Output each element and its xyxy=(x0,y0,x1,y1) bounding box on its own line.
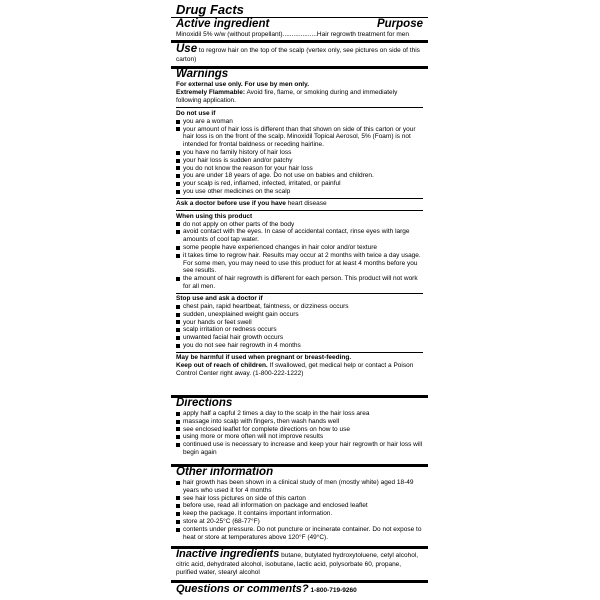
list-item: massage into scalp with fingers, then wash hands well xyxy=(176,418,423,426)
list-item: your amount of hair loss is different than that shown on side of this carton or your hair loss is on the front of the scalp. Minoxidil Topical Aerosol, 5% (Foam) is not intended for frontal baldness or receding hairline. xyxy=(176,126,423,149)
questions-heading: Questions or comments? xyxy=(176,583,309,595)
list-item: keep the package. It contains important information. xyxy=(176,510,423,518)
list-item: you do not see hair regrowth in 4 months xyxy=(176,342,423,350)
list-item: see hair loss pictures on side of this carton xyxy=(176,495,423,503)
list-item: you do not know the reason for your hair loss xyxy=(176,165,423,173)
inactive-ingredients-heading: Inactive ingredients xyxy=(176,548,280,560)
list-item: you have no family history of hair loss xyxy=(176,149,423,157)
warnings-section xyxy=(171,68,428,378)
keep-out-text xyxy=(176,362,423,378)
list-item: using more or more often will not improve results xyxy=(176,433,423,441)
list-item: you use other medicines on the scalp xyxy=(176,188,423,196)
use-section xyxy=(171,43,428,64)
divider xyxy=(176,198,423,199)
other-information-heading: Other information xyxy=(176,466,274,478)
directions-section xyxy=(171,397,428,457)
ask-doctor-text xyxy=(176,200,423,208)
drug-facts-title: Drug Facts xyxy=(176,2,244,17)
list-item: you are under 18 years of age. Do not use on babies and children. xyxy=(176,172,423,180)
flammable-text xyxy=(176,89,423,105)
list-item: store at 20-25°C (68-77°F) xyxy=(176,518,423,526)
list-item: avoid contact with the eyes. In case of accidental contact, rinse eyes with large amounts of cool tap water. xyxy=(176,228,423,244)
purpose-text: Hair regrowth treatment for men xyxy=(316,31,410,38)
external-use-text: For external use only. For use by men only. xyxy=(176,81,310,88)
other-information-section xyxy=(171,466,428,541)
active-ingredient-section xyxy=(171,18,428,39)
list-item: your hands or feet swell xyxy=(176,319,423,327)
use-body: to regrow hair on the top of the scalp (vertex only, see pictures on side of this carton) xyxy=(176,47,420,63)
divider xyxy=(176,293,423,294)
divider xyxy=(176,107,423,108)
keep-out-label: Keep out of reach of children. xyxy=(176,362,268,370)
when-using-heading: When using this product xyxy=(176,212,253,220)
list-item: before use, read all information on package and enclosed leaflet xyxy=(176,502,423,510)
active-ingredient-heading: Active ingredient xyxy=(176,18,270,30)
ask-doctor-body: heart disease xyxy=(285,200,327,208)
divider xyxy=(176,352,423,353)
list-item: chest pain, rapid heartbeat, faintness, or dizziness occurs xyxy=(176,303,423,311)
flammable-body: Avoid fire, flame, or smoking during and immediately following application. xyxy=(176,88,398,104)
dot-leader: ................... xyxy=(282,31,317,38)
pregnancy-warning: May be harmful if used when pregnant or breast-feeding. xyxy=(176,354,352,362)
active-ingredient-line xyxy=(176,31,423,39)
list-item: apply half a capful 2 times a day to the scalp in the hair loss area xyxy=(176,410,423,418)
drug-facts-panel xyxy=(171,0,428,600)
use-heading: Use xyxy=(176,43,198,55)
do-not-use-heading: Do not use if xyxy=(176,109,216,117)
flammable-label: Extremely Flammable: xyxy=(176,88,246,96)
inactive-ingredients-section xyxy=(171,548,428,577)
title-section xyxy=(171,2,428,17)
list-item: you are a woman xyxy=(176,118,423,126)
list-item: the amount of hair regrowth is different for each person. This product will not work for all men. xyxy=(176,275,423,291)
list-item: contents under pressure. Do not puncture or incinerate container. Do not expose to heat or store at temperatures above 120°F (49°C). xyxy=(176,526,423,542)
purpose-heading: Purpose xyxy=(376,18,423,30)
list-item: unwanted facial hair growth occurs xyxy=(176,334,423,342)
warnings-heading: Warnings xyxy=(176,68,229,80)
list-item: hair growth has been shown in a clinical study of men (mostly white) aged 18-49 years who used it for 4 months xyxy=(176,479,423,495)
questions-text xyxy=(176,583,423,596)
list-item: do not apply on other parts of the body xyxy=(176,221,423,229)
use-text xyxy=(176,43,423,64)
list-item: your hair loss is sudden and/or patchy xyxy=(176,157,423,165)
ingredient-text: Minoxidil 5% w/w (without propellant) xyxy=(176,31,283,38)
questions-phone: 1-800-719-9260 xyxy=(308,587,357,594)
divider xyxy=(176,210,423,211)
stop-use-heading: Stop use and ask a doctor if xyxy=(176,295,263,303)
keep-out-body: If swallowed, get medical help or contact a Poison Control Center right away. (1-800-222-1222) xyxy=(176,362,414,378)
list-item: sudden, unexplained weight gain occurs xyxy=(176,311,423,319)
list-item: your scalp is red, inflamed, infected, irritated, or painful xyxy=(176,180,423,188)
directions-heading: Directions xyxy=(176,397,233,409)
list-item: scalp irritation or redness occurs xyxy=(176,326,423,334)
list-item: continued use is necessary to increase and keep your hair regrowth or hair loss will begin again xyxy=(176,441,423,457)
ask-doctor-label: Ask a doctor before use if you have xyxy=(176,200,286,208)
list-item: see enclosed leaflet for complete directions on how to use xyxy=(176,426,423,434)
questions-section xyxy=(171,583,428,596)
inactive-ingredients-text xyxy=(176,548,423,577)
list-item: some people have experienced changes in hair color and/or texture xyxy=(176,244,423,252)
list-item: it takes time to regrow hair. Results may occur at 2 months with twice a day usage. For some men, you may need to use this product for at least 4 months before you see results. xyxy=(176,252,423,275)
inactive-ingredients-body: butane, butylated hydroxytoluene, cetyl alcohol, citric acid, dehydrated alcohol, isobutane, lactic acid, polysorbate 60, propane, purified water, stearyl alcohol xyxy=(176,552,419,576)
